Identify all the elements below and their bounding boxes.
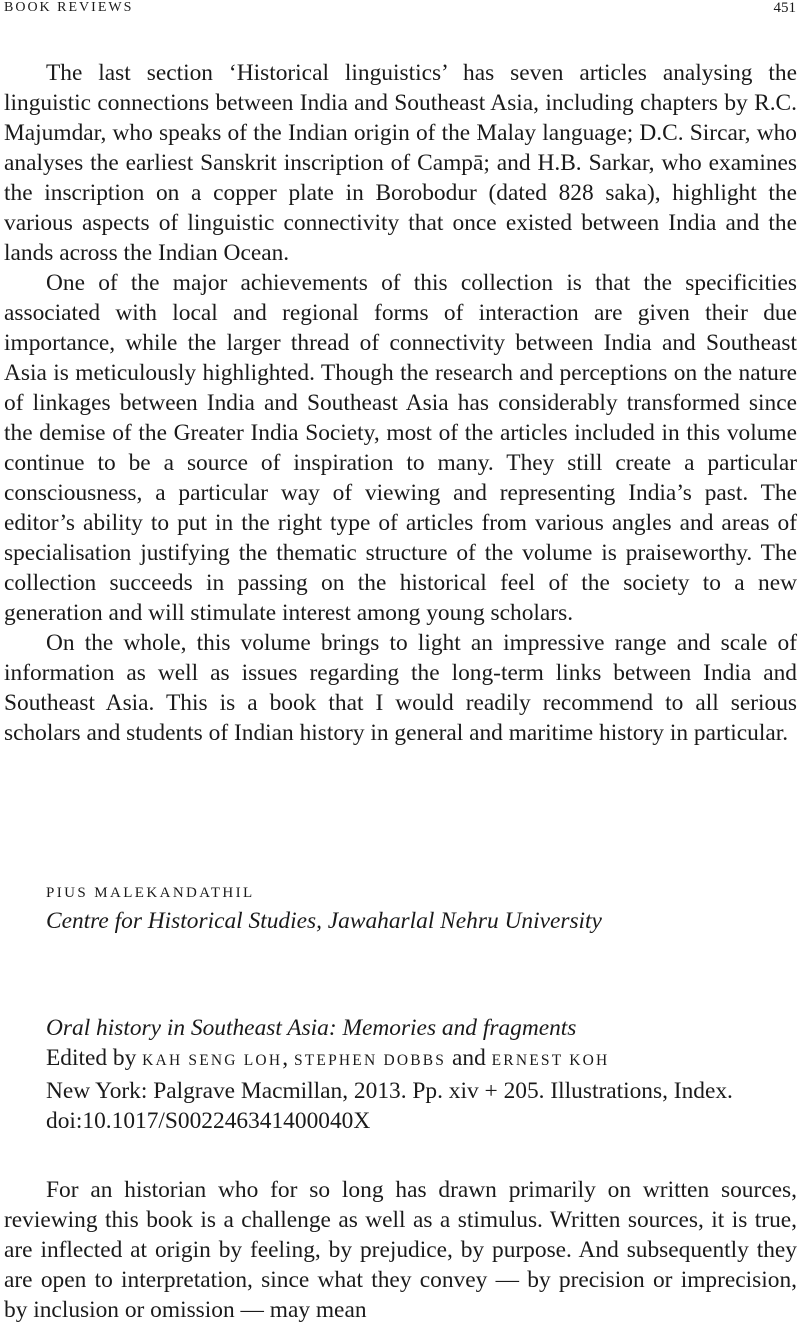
book-citation [46,1013,798,1136]
reviewer-affiliation: Centre for Historical Studies, Jawaharlal Nehru University [46,908,602,934]
edited-by-label: Edited by [46,1045,137,1071]
editor-name: STEPHEN DOBBS [293,1052,447,1069]
doi: doi:10.1017/S002246341400040X [46,1108,371,1134]
paragraph: The last section ‘Historical linguistics’ has seven articles analysing the linguistic connections between India and Southeast Asia, including chapters by R.C. Majumdar, who speaks of the Indian origin of the Malay language; D.C. Sircar, who analyses the earliest Sanskrit inscription of Campā; and H.B. Sarkar, who examines the inscription on a copper plate in Borobodur (dated 828 saka), highlight the various aspects of linguistic connectivity that once existed between India and the lands across the Indian Ocean. [4,60,797,266]
paragraph: One of the major achievements of this collection is that the specificities associated with local and regional forms of interaction are given their due importance, while the larger thread of connectivity between India and Southeast Asia is meticulously highlighted. Though the research and perceptions on the nature of linkages between India and Southeast Asia has considerably transformed since the demise of the Greater India Society, most of the articles included in this volume continue to be a source of inspiration to many. They still create a particular consciousness, a particular way of viewing and representing India’s past. The editor’s ability to put in the right type of articles from various angles and areas of specialisation justifying the thematic structure of the volume is praiseworthy. The collection succeeds in passing on the historical feel of the society to a new generation and will stimulate interest among young scholars. [4,270,797,626]
reviewer-signature [46,882,796,936]
paragraph: On the whole, this volume brings to light an impressive range and scale of information as well as issues regarding the long-term links between India and Southeast Asia. This is a book that I would readily recommend to all serious scholars and students of Indian history in general and maritime history in particular. [4,630,797,746]
editor-name: KAH SENG LOH [142,1052,283,1069]
running-head [4,0,796,20]
paragraph: For an historian who for so long has drawn primarily on written sources, reviewing this book is a challenge as well as a stimulus. Written sources, it is true, are inflected at origin by feeling, by prejudice, by purpose. And subsequently they are open to interpretation, since what they convey — by precision or imprecision, by inclusion or omission — may mean [4,1177,797,1323]
separator: , [282,1045,289,1071]
review-body [4,58,797,748]
publication-info: New York: Palgrave Macmillan, 2013. Pp. xiv + 205. Illustrations, Index. [46,1078,733,1104]
editor-name: ERNEST KOH [491,1052,610,1069]
book-title: Oral history in Southeast Asia: Memories and fragments [46,1015,577,1041]
page-number: 451 [773,0,796,16]
review-body [4,1175,797,1325]
reviewer-name: PIUS MALEKANDATHIL [46,885,255,901]
section-title: BOOK REVIEWS [4,0,134,15]
editors-line [46,1043,798,1076]
conjunction: and [452,1045,486,1071]
